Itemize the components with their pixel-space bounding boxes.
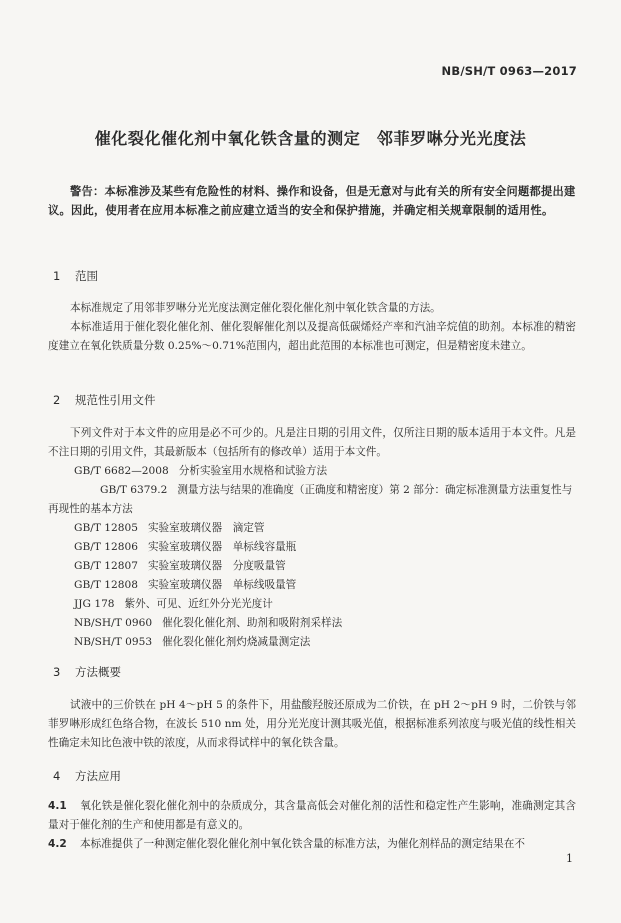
reference-title: 实验室玻璃仪器 单标线吸量管 — [147, 579, 297, 591]
reference-item — [74, 538, 576, 557]
section-4-heading — [53, 768, 121, 784]
reference-title: 紫外、可见、近红外分光光度计 — [124, 598, 273, 610]
section-number: 2 — [53, 393, 61, 407]
reference-code: NB/SH/T 0960 — [74, 617, 153, 629]
reference-item — [74, 576, 576, 595]
reference-code: GB/T 6682—2008 — [74, 465, 169, 477]
clause-text: 氧化铁是催化裂化催化剂中的杂质成分，其含量高低会对催化剂的活性和稳定性产生影响，准确测定其含量对于催化剂的生产和使用都是有意义的。 — [48, 800, 576, 831]
reference-title: 实验室玻璃仪器 分度吸量管 — [147, 560, 286, 572]
reference-code: GB/T 12805 — [74, 522, 138, 534]
reference-item — [74, 519, 576, 538]
reference-code: GB/T 12806 — [74, 541, 138, 553]
warning-paragraph: 警告：本标准涉及某些有危险性的材料、操作和设备，但是无意对与此有关的所有安全问题都提出建议。因此，使用者在应用本标准之前应建立适当的安全和保护措施，并确定相关规章限制的适用性。 — [48, 185, 576, 217]
section-title: 范围 — [75, 269, 98, 283]
section-title: 方法应用 — [75, 769, 121, 783]
reference-item — [74, 462, 576, 481]
reference-code: GB/T 12807 — [74, 560, 138, 572]
clause-number: 4.1 — [48, 800, 67, 812]
page-number: 1 — [566, 852, 573, 865]
clause-number: 4.2 — [48, 838, 67, 850]
reference-code: GB/T 6379.2 — [100, 484, 168, 496]
section-number: 1 — [53, 269, 61, 283]
reference-title: 催化裂化催化剂灼烧减量测定法 — [162, 636, 311, 648]
reference-item — [48, 481, 576, 519]
reference-item — [74, 557, 576, 576]
scope-paragraph-2: 本标准适用于催化裂化催化剂、催化裂解催化剂以及提高低碳烯烃产率和汽油辛烷值的助剂。本标准的精密度建立在氧化铁质量分数 0.25%～0.71%范围内，超出此范围的本标准也可测定，但是精密度未建立。 — [48, 321, 576, 352]
reference-code: NB/SH/T 0953 — [74, 636, 153, 648]
section-2-heading — [53, 392, 156, 408]
clause-4-1 — [48, 797, 576, 835]
reference-title: 实验室玻璃仪器 滴定管 — [147, 522, 265, 534]
section-title: 方法概要 — [75, 665, 121, 679]
section-3-heading — [53, 664, 121, 680]
reference-code: JJG 178 — [74, 598, 115, 610]
clause-4-2 — [48, 835, 576, 854]
reference-item — [74, 633, 576, 652]
standard-code: NB/SH/T 0963—2017 — [441, 64, 577, 78]
reference-title: 测量方法与结果的准确度（正确度和精密度）第 2 部分：确定标准测量方法重复性与再现性的基本方法 — [48, 484, 573, 515]
clause-text: 本标准提供了一种测定催化裂化催化剂中氧化铁含量的标准方法，为催化剂样品的测定结果在不 — [80, 838, 525, 850]
reference-title: 分析实验室用水规格和试验方法 — [178, 465, 328, 477]
section-number: 4 — [53, 769, 61, 783]
method-summary-paragraph: 试液中的三价铁在 pH 4～pH 5 的条件下，用盐酸羟胺还原成为二价铁，在 pH 2～pH 9 时，二价铁与邻菲罗啉形成红色络合物，在波长 510 nm 处，用分光光度计测其吸光值，根据标准系列浓度与吸光值的线性相关性确定未知比色液中铁的浓度，从而求得试样中的氧化铁含量。 — [48, 699, 576, 749]
section-1-heading — [53, 268, 98, 284]
references-intro: 下列文件对于本文件的应用是必不可少的。凡是注日期的引用文件，仅所注日期的版本适用于本文件。凡是不注日期的引用文件，其最新版本（包括所有的修改单）适用于本文件。 — [48, 427, 576, 458]
section-title: 规范性引用文件 — [75, 393, 156, 407]
reference-item — [74, 595, 576, 614]
section-number: 3 — [53, 665, 61, 679]
reference-code: GB/T 12808 — [74, 579, 138, 591]
scope-paragraph-1: 本标准规定了用邻菲罗啉分光光度法测定催化裂化催化剂中氧化铁含量的方法。 — [70, 302, 441, 314]
reference-item — [74, 614, 576, 633]
reference-title: 催化裂化催化剂、助剂和吸附剂采样法 — [162, 617, 343, 629]
document-title: 催化裂化催化剂中氧化铁含量的测定 邻菲罗啉分光光度法 — [94, 129, 527, 148]
reference-title: 实验室玻璃仪器 单标线容量瓶 — [147, 541, 297, 553]
